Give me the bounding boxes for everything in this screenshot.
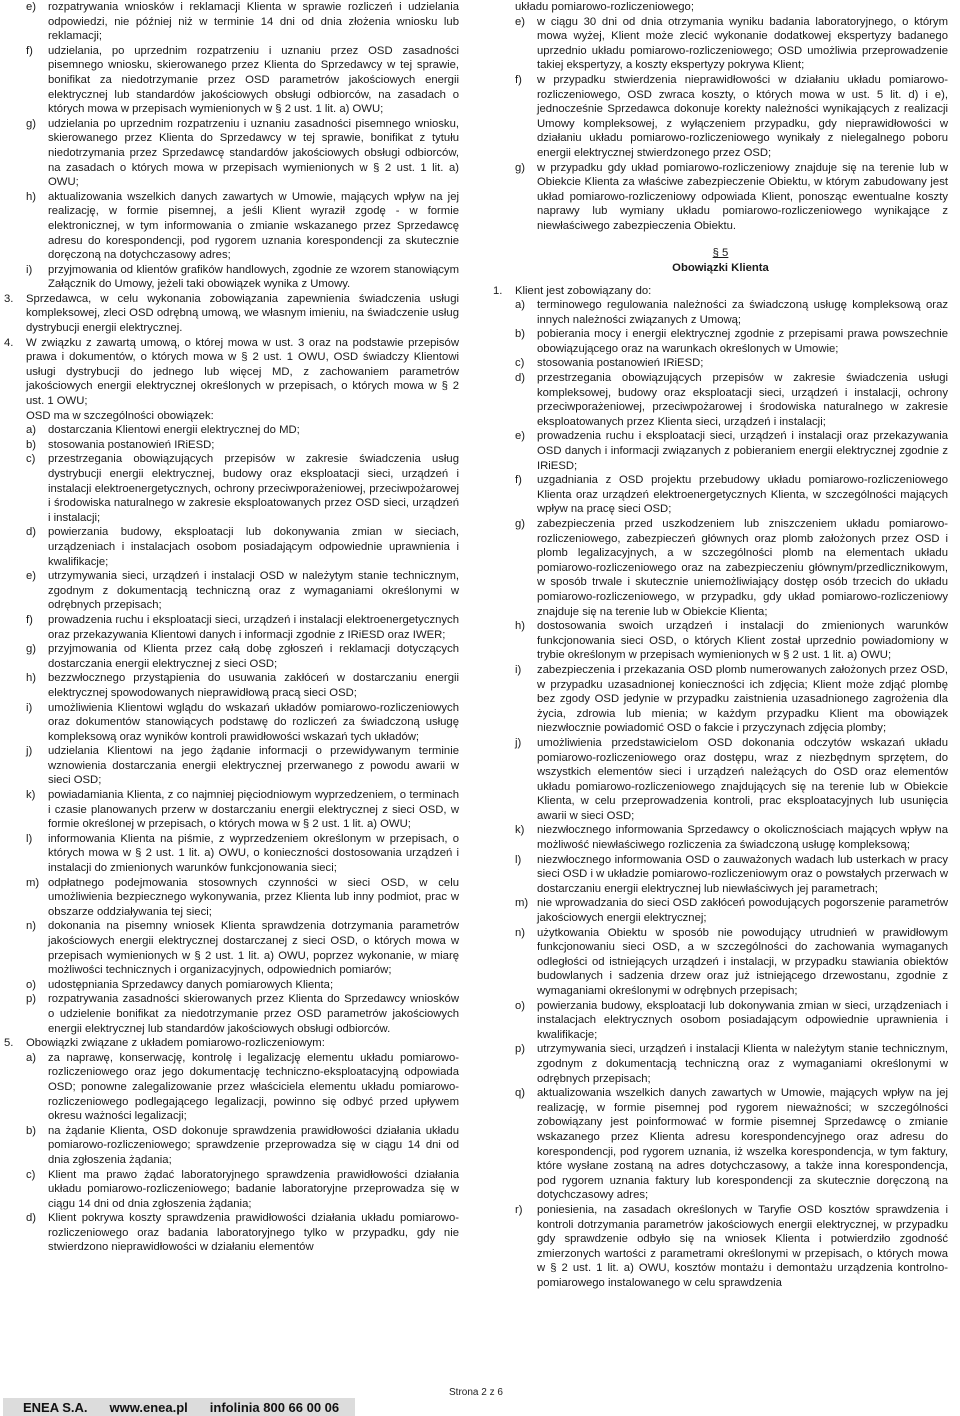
list-item: [4, 642, 459, 671]
hotline-text: infolinia 800 66 00 06: [209, 1399, 340, 1415]
list-item: [493, 896, 948, 925]
list-item-label: h): [26, 672, 37, 685]
list-item-text: prowadzenia ruchu i eksploatacji sieci, urządzeń i instalacji oraz przekazywania OSD danych i informacji związanych z pobieraniem energii elektrycznej zgodnie z IRiESD;: [537, 430, 948, 472]
list-item-text: w przypadku gdy układ pomiarowo-rozliczeniowy znajduje się na terenie lub w Obiekcie Klienta za właściwe zabezpieczenie Obiektu, w którym zabudowany jest układ pomiarowo-rozliczeniowy odpowiada Klient, ponosząc ewentualne koszty naprawy lub wymiany układu pomiarowo-rozliczeniowego wynikające z niewłaściwego zabezpieczenia Obiektu.: [537, 161, 948, 232]
list-item-text: na żądanie Klienta, OSD dokonuje sprawdzenia prawidłowości działania układu pomiarowo-rozliczeniowego; sprawdzenie przeprowadza się w ciągu 14 dni od dnia zgłoszenia żądania;: [48, 1124, 459, 1166]
list-item-text: odpłatnego podejmowania stosownych czynności w sieci OSD, w celu umożliwienia bezpiecznego wykonywania, przez Klienta lub inny podmiot, prac w obszarze oddziaływania tej sieci;: [48, 876, 459, 918]
paragraph-text: Klient jest zobowiązany do:: [515, 284, 652, 297]
list-item: [493, 999, 948, 1043]
list-item-text: rozpatrywania wniosków i reklamacji Klienta w sprawie rozliczeń i udzielania odpowiedzi, nie później niż w terminie 14 dni od dnia złożenia wniosku lub reklamacji;: [48, 1, 459, 43]
list-item: [493, 926, 948, 999]
list-item-label: b): [515, 328, 526, 341]
list-item-label: l): [26, 832, 33, 845]
list-item: [4, 263, 459, 292]
list-item-text: prowadzenia ruchu i eksploatacji sieci, urządzeń i instalacji elektroenergetycznych oraz przekazywania Klientowi danych i informacji zgodnie z IRiESD oraz IWER;: [48, 613, 459, 641]
list-item-label: e): [26, 1, 37, 13]
list-item: [493, 371, 948, 429]
list-item-text: utrzymywania sieci, urządzeń i instalacji Klienta w należytym stanie technicznym, zgodnym z dokumentacją techniczną oraz z wymaganiami określonymi w odrębnych przepisach;: [537, 1043, 948, 1085]
list-item-label: j): [515, 736, 522, 749]
list-item: [4, 423, 459, 438]
paragraph-text: W związku z zawartą umową, o której mowa w ust. 3 oraz na podstawie przepisów prawa i dokumentów, o których mowa w § 2 ust. 1 OWU, OSD świadczy Klientowi usługi dystrybucji do jednego lub więcej MD, z zachowaniem parametrów jakościowych energii elektrycznej określonych w przepisach, o których mowa w § 2 ust. 1 OWU;: [26, 336, 459, 408]
list-item-text: stosowania postanowień IRiESD;: [537, 357, 704, 370]
list-item-text: udzielania Klientowi na jego żądanie informacji o przewidywanym terminie wznowienia dostarczania energii elektrycznej przerwanego z powodu awarii w sieci OSD;: [48, 745, 459, 787]
list-item-text: dostarczania Klientowi energii elektrycznej do MD;: [48, 424, 300, 437]
paragraph-number: 5.: [4, 1037, 14, 1050]
paragraph-text: Obowiązki związane z układem pomiarowo-rozliczeniowym:: [26, 1037, 325, 1050]
section-heading: [493, 246, 948, 276]
list-item-text: informowania Klienta na piśmie, z wyprzedzeniem określonym w przepisach, o których mowa w § 2 ust. 1 lit. a) OWU, o konieczności dostosowania urządzeń i instalacji do zmienionych warunków funkcjonowania sieci;: [48, 832, 459, 875]
list-item-label: c): [26, 453, 36, 466]
footer-brand-box: [3, 1398, 355, 1416]
list-item-text: przyjmowania od klientów grafików handlowych, zgodnie ze wzorem stanowiącym Załącznik do Umowy, jeżeli taki obowiązek wynika z Umowy.: [48, 263, 459, 291]
list-item-label: g): [515, 518, 526, 530]
list-item: [4, 671, 459, 700]
list-item: [4, 919, 459, 977]
list-item-text: dokonania na pisemny wniosek Klienta sprawdzenia dotrzymania parametrów jakościowych energii elektrycznej dostarczanej z sieci OSD, o których mowa w przepisach wymienionych w § 2 ust. 1 lit. a) OWU, poprzez wykonanie, w miarę możliwości technicznych i organizacyjnych, odpowiednich pomiarów;: [48, 920, 459, 977]
list-item-label: g): [515, 161, 526, 174]
list-item-label: g): [26, 643, 37, 656]
right-column: [493, 0, 948, 1290]
list-item-text: utrzymywania sieci, urządzeń i instalacji OSD w należytym stanie technicznym, zgodnym z dokumentacją techniczną oraz z wymaganiami określonymi w odrębnych przepisach;: [48, 570, 459, 612]
list-item-text: powiadamiania Klienta, z co najmniej pięciodniowym wyprzedzeniem, o terminach i czasie planowanych przerw w dostarczaniu energii elektrycznej z sieci OSD, w formie określonej w przepisach, o których mowa w § 2 ust. 1 lit. a) OWU;: [48, 789, 459, 831]
paragraph-number: 4.: [4, 336, 14, 349]
list-item: [493, 473, 948, 517]
list-item: [493, 1086, 948, 1203]
list-item-text: niezwłocznego informowania OSD o zauważonych wadach lub usterkach w pracy sieci OSD i w układzie pomiarowo-rozliczeniowym oraz o powstałych przerwach w dostarczaniu energii elektrycznej lub niewłaściwych jej parametrach;: [537, 853, 948, 895]
list-item-text: pobierania mocy i energii elektrycznej zgodnie z przepisami prawa powszechnie obowiązującego oraz na warunkach określonych w Umowie;: [537, 328, 948, 355]
list-item: [493, 1042, 948, 1086]
list-item-label: e): [515, 430, 526, 443]
list-item-label: i): [515, 663, 522, 676]
list-item-label: e): [515, 15, 526, 28]
list-item-label: b): [26, 438, 37, 451]
list-item: [4, 190, 459, 263]
paragraph-4: [4, 336, 459, 409]
list-item: [4, 0, 459, 44]
paragraph-1: [493, 284, 948, 299]
list-item: [4, 978, 459, 993]
website-link[interactable]: www.enea.pl: [109, 1399, 188, 1415]
list-item: [493, 736, 948, 824]
list-item-label: b): [26, 1124, 37, 1137]
list-item-label: d): [515, 372, 526, 385]
list-item: [4, 1211, 459, 1255]
paragraph-number: 1.: [493, 284, 503, 297]
list-item-text: udostępniania Sprzedawcy danych pomiarowych Klienta;: [48, 978, 334, 991]
list-item: [4, 832, 459, 876]
list-item-label: i): [26, 263, 33, 276]
list-item-label: a): [26, 1051, 37, 1064]
list-item: [493, 73, 948, 161]
list-item-label: n): [26, 920, 37, 933]
list-item-text: uzgadniania z OSD projektu przebudowy układu pomiarowo-rozliczeniowego Klienta oraz urządzeń elektroenergetycznych Klienta, w szczególności mających wpływ na pracę sieci OSD;: [537, 474, 948, 516]
list-item: [4, 992, 459, 1036]
list-item-text: udzielania po uprzednim rozpatrzeniu i uznaniu zasadności pisemnego wniosku, skierowanego przez Klienta do Sprzedawcy w tej sprawie, bonifikat z tytułu niedotrzymania przez Sprzedawcę standardów jakościowych obsługi odbiorców, na zasadach o których mowa w przepisach wymienionych w § 2 ust. 1 lit. a) OWU;: [48, 117, 459, 189]
list-item: [4, 452, 459, 525]
section-number: § 5: [712, 246, 729, 259]
list-item-text: umożliwienia przedstawicielom OSD dokonania odczytów wskazań układu pomiarowo-rozliczeniowego oraz dostępu, wraz z niezbędnym sprzętem, do wszystkich elementów sieci i urządzeń należących do OSD oraz elementów układu pomiarowo-rozliczeniowego znajdujących się na terenie lub w Obiekcie Klienta, w celu przeprowadzenia kontroli, prac eksploatacyjnych lub usunięcia awarii w sieci OSD;: [537, 736, 948, 822]
list-item: [493, 619, 948, 663]
list-item-label: c): [26, 1168, 36, 1181]
list-item-label: f): [515, 73, 522, 86]
list-item-text: przyjmowania od Klienta przez całą dobę zgłoszeń i reklamacji dotyczących dostarczania energii elektrycznej z sieci OSD;: [48, 643, 459, 670]
list-item: [493, 161, 948, 234]
list-item: [493, 298, 948, 327]
list-item: [4, 117, 459, 190]
left-top-items: [4, 0, 459, 292]
list-item-text: nie wprowadzania do sieci OSD zakłóceń powodujących pogorszenie parametrów jakościowych energii elektrycznej;: [537, 897, 948, 925]
list-item-text: stosowania postanowień IRiESD;: [48, 438, 215, 451]
meter-obligations-list: [4, 1051, 459, 1255]
page-footer: [0, 1384, 960, 1416]
list-item-text: zabezpieczenia i przekazania OSD plomb numerowanych założonych przez OSD, w przypadku uzasadnionej konieczności ich zdjęcia; Klient może zdjąć plombę bez zgody OSD jedynie w przypadku zaistnienia uzasadnionego zagrożenia dla życia, zdrowia lub mienia; w każdym przypadku Klient ma obowiązek niezwłocznie powiadomić OSD o fakcie i przyczynach zdjęcia plomby;: [537, 663, 948, 735]
list-item-text: za naprawę, konserwację, kontrolę i legalizację elementu układu pomiarowo-rozliczeniowego oraz jego dokumentację techniczno-eksploatacyjną odpowiada OSD; ponowne zalegalizowanie przez właściciela elementu układu pomiarowo-rozliczeniowego podlegającego legalizacji, powinno się odbyć przed upływem okresu ważności legalizacji;: [48, 1051, 459, 1123]
list-item-label: n): [515, 926, 526, 939]
list-item-text: przestrzegania obowiązujących przepisów w zakresie świadczenia usług dystrybucji energii elektrycznej, budowy oraz eksploatacji sieci, urządzeń i instalacji elektroenergetycznych, ochrony przeciwporażeniowej, przeciwpożarowej i środowiska naturalnego w zakresie eksploatowanych przez OSD sieci, urządzeń i instalacji;: [48, 453, 459, 524]
list-item-label: m): [26, 876, 40, 889]
page-number: Strona 2 z 6: [449, 1387, 503, 1398]
section-title: Obowiązki Klienta: [672, 261, 769, 274]
list-item-label: h): [515, 620, 526, 633]
list-item: [493, 15, 948, 73]
list-item: [4, 438, 459, 453]
list-item-label: k): [515, 824, 525, 837]
list-item-text: terminowego regulowania należności za świadczoną usługę kompleksową oraz innych należności związanych z Umową;: [537, 299, 948, 326]
list-item: [4, 1168, 459, 1212]
paragraph-3: [4, 292, 459, 336]
list-item-label: o): [515, 999, 526, 1012]
list-item-text: powierzania budowy, eksploatacji lub dokonywania zmian w sieciach, urządzeniach i instalacjach osobom posiadającym odpowiednie uprawnienia i kwalifikacje;: [48, 526, 459, 568]
list-item: [4, 569, 459, 613]
list-item-label: o): [26, 978, 37, 991]
list-item-label: a): [515, 299, 526, 312]
paragraph-4-intro: OSD ma w szczególności obowiązek:: [26, 409, 214, 422]
list-item: [4, 788, 459, 832]
list-item-text: niezwłocznego informowania Sprzedawcy o okolicznościach mających wpływ na możliwość niewłaściwego rozliczenia za świadczoną usługę kompleksową;: [537, 824, 948, 852]
list-item-text: przestrzegania obowiązujących przepisów w zakresie świadczenia usługi kompleksowej, budowy oraz eksploatacji sieci, urządzeń i instalacji, ochrony przeciwporażeniowej, przeciwpożarowej i środowiska naturalnego w zakresie eksploatowanych przez Klienta sieci, urządzeń i instalacji;: [537, 372, 948, 428]
paragraph-number: 3.: [4, 292, 14, 305]
list-item-text: w ciągu 30 dni od dnia otrzymania wyniku badania laboratoryjnego, o którym mowa wyżej, Klient może zlecić wykonanie dodatkowej ekspertyzy badanego uprzednio układu pomiarowo-rozliczeniowego; OSD umożliwia przeprowadzenie takiej ekspertyzy, a koszty ekspertyzy pokrywa Klient;: [537, 15, 948, 72]
client-obligations-list: [493, 298, 948, 1290]
list-item: [493, 517, 948, 619]
list-item-text: udzielania, po uprzednim rozpatrzeniu i uznaniu przez OSD zasadności pisemnego wniosku, skierowanego przez Klienta do Sprzedawcy w tej sprawie, bonifikat za niedotrzymanie przez OSD parametrów jakościowych energii elektrycznej lub standardów jakościowych obsługi odbiorców, na zasadach o których mowa w przepisach wymienionych w § 2 ust. 1 lit. a) OWU;: [48, 44, 459, 116]
list-item-label: l): [515, 853, 522, 866]
list-item-label: f): [26, 613, 33, 626]
list-item: [4, 613, 459, 642]
list-item-text: Klient ma prawo żądać laboratoryjnego sprawdzenia prawidłowości działania układu pomiarowo-rozliczeniowego; badanie laboratoryjne przeprowadza się w ciągu 14 dni od dnia zgłoszenia żądania;: [48, 1168, 459, 1210]
list-item-label: j): [26, 745, 33, 758]
list-item-label: p): [515, 1043, 526, 1056]
list-item: [493, 327, 948, 356]
company-name: ENEA S.A.: [23, 1399, 88, 1415]
list-item: [493, 429, 948, 473]
list-item-text: bezzwłocznego przystąpienia do usuwania zakłóceń w dostarczaniu energii elektrycznej spowodowanych nieprawidłową pracą sieci OSD;: [48, 672, 459, 699]
list-item: [493, 853, 948, 897]
paragraph-text: Sprzedawca, w celu wykonania zobowiązania zapewnienia świadczenia usługi kompleksowej, zleci OSD odrębną umową, we własnym imieniu, na świadczenie usług dystrybucji energii elektrycznej.: [26, 292, 459, 335]
list-item-text: w przypadku stwierdzenia nieprawidłowości w działaniu układu pomiarowo-rozliczeniowego, OSD zwraca koszty, o których mowa w ust. 5 lit. d) i e), jednocześnie Sprzedawca dokonuje korekty należności wynikających z realizacji Umowy kompleksowej, z wyłączeniem przypadku, gdy nieprawidłowości w działaniu układu pomiarowo-rozliczeniowego wynikały z nielegalnego poboru energii elektrycznej stwierdzonego przez OSD;: [537, 73, 948, 159]
list-item: [4, 701, 459, 745]
list-item-text: poniesienia, na zasadach określonych w Taryfie OSD kosztów sprawdzenia i kontroli dotrzymania parametrów jakościowych energii elektrycznej, w przypadku gdy sprawdzenie odbyło się na wniosek Klienta i potwierdziło zgodność zmierzonych wartości z parametrami określonymi w przepisach, o których mowa w § 2 ust. 1 lit. a) OWU, kosztów montażu i demontażu urządzenia kontrolno-pomiarowego instalowanego w celu sprawdzenia: [537, 1203, 948, 1289]
list-item-label: a): [26, 424, 37, 437]
list-item-text: powierzania budowy, eksploatacji lub dokonywania zmian w sieci, urządzeniach i instalacjach elektrycznych osobom posiadającym odpowiednie uprawnienia i kwalifikacje;: [537, 999, 948, 1041]
list-item-text: użytkowania Obiektu w sposób nie powodujący utrudnień w prawidłowym funkcjonowaniu sieci OSD, a w szczególności do zachowania wymaganych odległości od istniejących urządzeń i instalacji, w przypadku stawiania obiektów budowlanych i sadzenia drzew oraz już istniejącego drzewostanu, zgodnie z wymaganiami określonymi w odrębnych przepisach;: [537, 926, 948, 997]
right-top-items: [493, 15, 948, 234]
list-item: [493, 663, 948, 736]
list-item: [493, 356, 948, 371]
list-item: [4, 1051, 459, 1124]
list-item-label: m): [515, 897, 529, 910]
list-item-label: d): [26, 526, 37, 539]
list-item-text: umożliwienia Klientowi wglądu do wskazań układów pomiarowo-rozliczeniowych oraz dokumentów stanowiących podstawę do rozliczeń za świadczoną usługę kompleksową oraz wyników kontroli prawidłowości wskazań tych układów;: [48, 701, 459, 743]
list-item: [4, 744, 459, 788]
list-item: [4, 1124, 459, 1168]
list-item-label: k): [26, 789, 36, 802]
list-item: [4, 876, 459, 920]
continued-text: układu pomiarowo-rozliczeniowego;: [515, 1, 694, 13]
list-item-label: c): [515, 357, 525, 370]
list-item-text: Klient pokrywa koszty sprawdzenia prawidłowości działania układu pomiarowo-rozliczeniowego oraz badania laboratoryjnego tylko w przypadku, gdy nie stwierdzono nieprawidłowości w działaniu elementów: [48, 1212, 459, 1254]
list-item-label: i): [26, 701, 33, 714]
list-item-label: f): [515, 474, 522, 487]
list-item-label: d): [26, 1212, 37, 1225]
left-column: [4, 0, 459, 1255]
list-item-label: g): [26, 117, 37, 130]
list-item-text: aktualizowania wszelkich danych zawartych w Umowie, mających wpływ na jej realizację, w formie pisemnej pod rygorem nieważności; w szczególności zobowiązany jest poinformować w formie pisemnej Sprzedawcę o zmianie wskazanego przez Klienta adresu korespondencyjnego oraz adresu do korespondencji, pod rygorem uznania, iż wszelka korespondencja, w tym faktury, które wysłane zostaną na adres dotychczasowy, a także inna korespondencja, pod rygorem uznania faktury lub korespondencji za skutecznie doręczoną na dotychczasowy adres;: [537, 1087, 948, 1202]
paragraph-5: [4, 1036, 459, 1051]
list-item: [4, 525, 459, 569]
list-item-label: e): [26, 570, 37, 583]
osd-obligations-list: [4, 423, 459, 1036]
list-item-label: p): [26, 993, 37, 1006]
list-item-label: f): [26, 44, 33, 57]
list-item-text: zabezpieczenia przed uszkodzeniem lub zniszczeniem układu pomiarowo-rozliczeniowego, zabezpieczeń głównych oraz plomb założonych przez OSD i plomb legalizacyjnych, a w szczególności plomb na elementach układu pomiarowo-rozliczeniowego oraz na zabezpieczeniu głównym/przedlicznikowym, w sposób trwale i skutecznie uniemożliwiający dostęp osób trzecich do układu pomiarowo-rozliczeniowego, w przypadku, gdy układ pomiarowo-rozliczeniowy znajduje się na terenie lub w Obiekcie Klienta;: [537, 518, 948, 618]
list-item-text: rozpatrywania zasadności skierowanych przez Klienta do Sprzedawcy wniosków o udzielenie bonifikat za niedotrzymanie przez OSD parametrów jakościowych energii elektrycznej lub standardów jakościowych obsługi odbiorców.: [48, 993, 459, 1035]
list-item-label: r): [515, 1203, 523, 1216]
list-item-label: h): [26, 190, 37, 203]
list-item-label: q): [515, 1087, 526, 1100]
list-item-text: aktualizowania wszelkich danych zawartych w Umowie, mających wpływ na jej realizację, w formie pisemnej, a jeśli Klient wyraził zgodę - w formie elektronicznej, w tym informowania o zmianie wskazanego przez Sprzedawcę adresu do korespondencji, pod rygorem uznania korespondencji za skutecznie doręczoną na dotychczasowy adres;: [48, 190, 459, 262]
list-item-text: dostosowania swoich urządzeń i instalacji do zmienionych warunków funkcjonowania sieci OSD, o których Klient został uprzednio powiadomiony w trybie określonym w przepisach wymienionych w § 2 ust. 1 lit. a) OWU;: [537, 620, 948, 662]
list-item: [4, 44, 459, 117]
list-item: [493, 1203, 948, 1291]
list-item: [493, 823, 948, 852]
